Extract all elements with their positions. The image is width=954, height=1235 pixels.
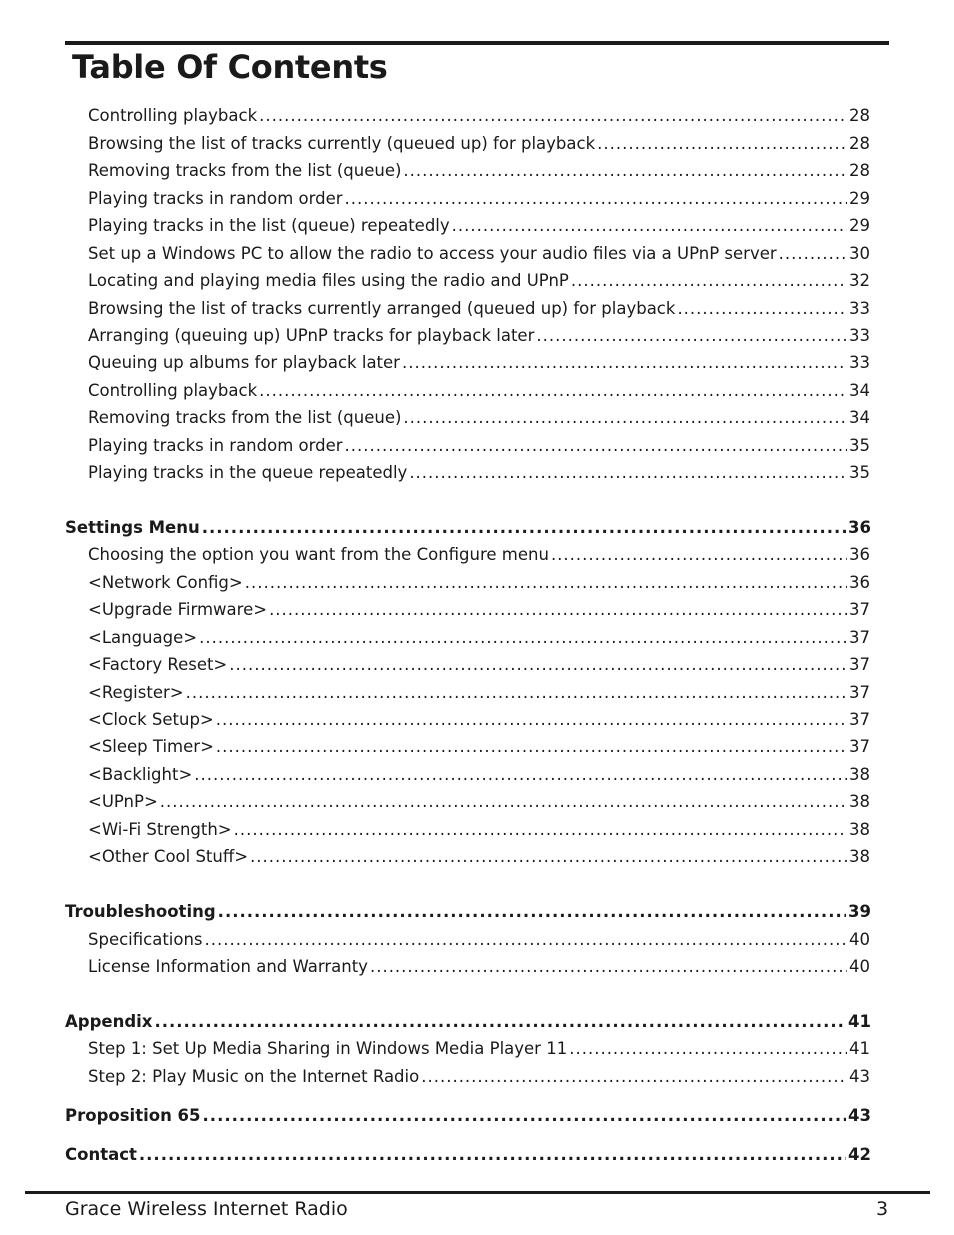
dot-leader <box>345 435 847 457</box>
toc-entry-page: 38 <box>849 765 870 784</box>
toc-entry-page: 35 <box>849 463 870 482</box>
footer-page-number: 3 <box>876 1198 889 1220</box>
toc-entry-title: Locating and playing media files using the radio and UPnP <box>88 271 569 290</box>
toc-entry <box>88 846 870 868</box>
toc-entry-page: 30 <box>849 244 870 263</box>
toc-entry <box>88 160 870 182</box>
toc-entry-page: 38 <box>849 820 870 839</box>
toc-entry-title: Controlling playback <box>88 106 258 125</box>
toc-entry-title: Troubleshooting <box>65 902 216 921</box>
dot-leader <box>154 1011 846 1033</box>
dot-leader <box>259 105 847 127</box>
toc-entry <box>88 736 870 758</box>
bottom-rule <box>25 1191 930 1194</box>
dot-leader <box>250 846 847 868</box>
toc-entry-page: 38 <box>849 792 870 811</box>
toc-entry-title: <Language> <box>88 628 198 647</box>
toc-entry-title: Removing tracks from the list (queue) <box>88 408 402 427</box>
toc-entry <box>88 243 870 265</box>
dot-leader <box>569 1038 847 1060</box>
toc-entry-title: <Sleep Timer> <box>88 737 214 756</box>
toc-entry <box>88 352 870 374</box>
dot-leader <box>205 929 847 951</box>
toc-entry <box>88 709 870 731</box>
toc-section-entry <box>65 517 871 539</box>
toc-entry-page: 42 <box>848 1145 871 1164</box>
toc-entry <box>88 380 870 402</box>
toc-entry-title: Queuing up albums for playback later <box>88 353 400 372</box>
toc-entry-title: Controlling playback <box>88 381 258 400</box>
toc-entry-page: 29 <box>849 189 870 208</box>
dot-leader <box>186 682 847 704</box>
toc-entry <box>88 956 870 978</box>
dot-leader <box>403 407 847 429</box>
toc-entry <box>88 1066 870 1088</box>
toc-entry-title: <Network Config> <box>88 573 243 592</box>
toc-entry-title: Playing tracks in random order <box>88 436 343 455</box>
footer-doc-title: Grace Wireless Internet Radio <box>65 1198 348 1220</box>
toc-entry <box>88 1038 870 1060</box>
dot-leader <box>677 298 847 320</box>
toc-entry-page: 36 <box>849 573 870 592</box>
toc-entry-title: <Upgrade Firmware> <box>88 600 268 619</box>
toc-section-entry <box>65 1011 871 1033</box>
dot-leader <box>269 599 847 621</box>
toc-entry <box>88 188 870 210</box>
toc-entry <box>88 682 870 704</box>
toc-entry <box>88 627 870 649</box>
toc-entry-page: 37 <box>849 710 870 729</box>
dot-leader <box>218 901 846 923</box>
toc-entry-title: <Factory Reset> <box>88 655 228 674</box>
toc-entry-page: 29 <box>849 216 870 235</box>
toc-entry <box>88 298 870 320</box>
toc-entry-title: <Register> <box>88 683 184 702</box>
toc-entry-page: 37 <box>849 683 870 702</box>
toc-entry-page: 28 <box>849 161 870 180</box>
toc-entry-title: Contact <box>65 1145 137 1164</box>
toc-entry <box>88 544 870 566</box>
dot-leader <box>779 243 847 265</box>
toc-entry-page: 37 <box>849 600 870 619</box>
dot-leader <box>229 654 847 676</box>
toc-entry-page: 33 <box>849 299 870 318</box>
toc-section-entry <box>65 1105 871 1127</box>
toc-entry-page: 37 <box>849 655 870 674</box>
toc-entry-title: Step 1: Set Up Media Sharing in Windows Media Player 11 <box>88 1039 568 1058</box>
dot-leader <box>216 736 847 758</box>
toc-entry-page: 28 <box>849 134 870 153</box>
toc-entry <box>88 929 870 951</box>
toc-entry <box>88 215 870 237</box>
toc-entry <box>88 105 870 127</box>
dot-leader <box>571 270 847 292</box>
toc-entry-title: <Backlight> <box>88 765 193 784</box>
toc-entry-title: <Wi-Fi Strength> <box>88 820 232 839</box>
toc-entry-title: Playing tracks in random order <box>88 189 343 208</box>
toc-entry <box>88 599 870 621</box>
dot-leader <box>245 572 847 594</box>
toc-entry <box>88 791 870 813</box>
dot-leader <box>234 819 847 841</box>
toc-entry-page: 28 <box>849 106 870 125</box>
dot-leader <box>370 956 847 978</box>
toc-entry-title: Specifications <box>88 930 203 949</box>
dot-leader <box>203 1105 847 1127</box>
toc-entry-page: 41 <box>849 1039 870 1058</box>
toc-entry-page: 34 <box>849 408 870 427</box>
dot-leader <box>194 764 847 786</box>
toc-entry-page: 34 <box>849 381 870 400</box>
dot-leader <box>551 544 847 566</box>
toc-section-entry <box>65 901 871 923</box>
toc-entry-title: Step 2: Play Music on the Internet Radio <box>88 1067 420 1086</box>
dot-leader <box>345 188 847 210</box>
toc-entry-page: 33 <box>849 353 870 372</box>
toc-entry-title: Browsing the list of tracks currently arranged (queued up) for playback <box>88 299 676 318</box>
dot-leader <box>597 133 847 155</box>
toc-entry <box>88 764 870 786</box>
dot-leader <box>536 325 847 347</box>
toc-entry-page: 37 <box>849 737 870 756</box>
toc-entry <box>88 325 870 347</box>
toc-entry-page: 39 <box>848 902 871 921</box>
toc-entry-page: 40 <box>849 957 870 976</box>
toc-entry <box>88 133 870 155</box>
toc-entry <box>88 270 870 292</box>
dot-leader <box>259 380 847 402</box>
dot-leader <box>139 1144 846 1166</box>
toc-entry <box>88 462 870 484</box>
toc-entry-title: <UPnP> <box>88 792 158 811</box>
toc-entry-page: 36 <box>849 545 870 564</box>
toc-entry <box>88 572 870 594</box>
dot-leader <box>160 791 847 813</box>
toc-entry <box>88 435 870 457</box>
toc-entry-page: 33 <box>849 326 870 345</box>
toc-entry-title: License Information and Warranty <box>88 957 368 976</box>
toc-entry <box>88 407 870 429</box>
toc-entry-title: Settings Menu <box>65 518 200 537</box>
toc-entry-title: Set up a Windows PC to allow the radio to access your audio files via a UPnP server <box>88 244 777 263</box>
toc-entry-page: 43 <box>849 1067 870 1086</box>
dot-leader <box>216 709 847 731</box>
toc-entry-title: Browsing the list of tracks currently (queued up) for playback <box>88 134 596 153</box>
toc-entry-page: 37 <box>849 628 870 647</box>
toc-entry-page: 35 <box>849 436 870 455</box>
toc-entry-title: <Clock Setup> <box>88 710 214 729</box>
dot-leader <box>202 517 846 539</box>
toc-entry-title: Choosing the option you want from the Configure menu <box>88 545 549 564</box>
toc-entry-title: Playing tracks in the queue repeatedly <box>88 463 408 482</box>
toc-entry-title: Arranging (queuing up) UPnP tracks for playback later <box>88 326 535 345</box>
toc-entry-page: 32 <box>849 271 870 290</box>
dot-leader <box>452 215 847 237</box>
dot-leader <box>403 160 847 182</box>
dot-leader <box>421 1066 847 1088</box>
toc-entry-title: Removing tracks from the list (queue) <box>88 161 402 180</box>
toc-entry-page: 36 <box>848 518 871 537</box>
toc-entry-page: 41 <box>848 1012 871 1031</box>
toc-entry-page: 38 <box>849 847 870 866</box>
toc-entry-page: 43 <box>848 1106 871 1125</box>
dot-leader <box>409 462 847 484</box>
page-title: Table Of Contents <box>72 48 388 86</box>
toc-entry-title: Proposition 65 <box>65 1106 201 1125</box>
toc-entry <box>88 654 870 676</box>
toc-entry-page: 40 <box>849 930 870 949</box>
dot-leader <box>402 352 847 374</box>
toc-entry-title: Playing tracks in the list (queue) repeatedly <box>88 216 450 235</box>
dot-leader <box>199 627 847 649</box>
toc-section-entry <box>65 1144 871 1166</box>
toc-entry-title: Appendix <box>65 1012 153 1031</box>
toc-entry-title: <Other Cool Stuff> <box>88 847 249 866</box>
toc-entry <box>88 819 870 841</box>
